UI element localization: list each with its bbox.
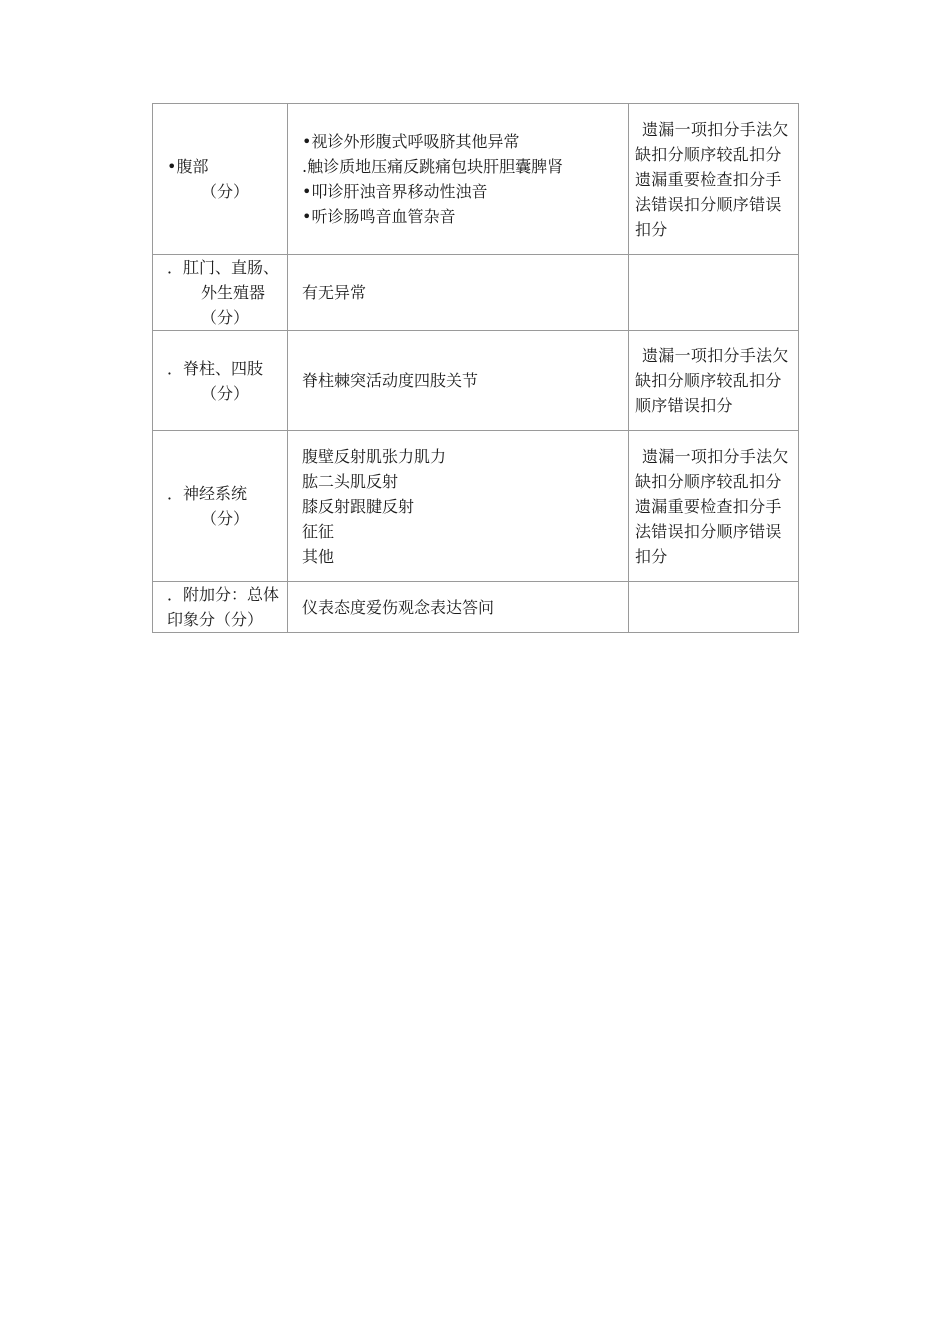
item-score: （分） — [201, 509, 250, 528]
content-cell — [288, 331, 629, 431]
item-cell — [153, 331, 288, 431]
content-line: 其他 — [302, 546, 335, 566]
criteria-cell — [629, 582, 799, 633]
content-cell — [288, 104, 629, 255]
criteria-text: 遗漏一项扣分手法欠缺扣分顺序较乱扣分遗漏重要检查扣分手法错误扣分顺序错误扣分 — [635, 119, 789, 239]
content-line: 膝反射跟腱反射 — [302, 496, 415, 516]
content-line: •叩诊肝浊音界移动性浊音 — [302, 182, 488, 201]
item-score: （分） — [201, 308, 250, 327]
criteria-text: 遗漏一项扣分手法欠缺扣分顺序较乱扣分遗漏重要检查扣分手法错误扣分顺序错误扣分 — [635, 446, 789, 566]
item-cell — [153, 104, 288, 255]
criteria-cell — [629, 331, 799, 431]
content-cell — [288, 582, 629, 633]
content-line: 腹壁反射肌张力肌力 — [302, 446, 447, 466]
item-cell — [153, 582, 288, 633]
item-label: 外生殖器 — [201, 283, 266, 302]
content-line: •视诊外形腹式呼吸脐其他异常 — [302, 132, 520, 151]
table-row — [153, 255, 799, 331]
content-line: 脊柱棘突活动度四肢关节 — [302, 371, 479, 390]
item-label: ．附加分：总体 — [167, 585, 280, 604]
table-row — [153, 331, 799, 431]
content-line: •听诊肠鸣音血管杂音 — [302, 207, 456, 226]
criteria-cell — [629, 431, 799, 582]
item-label: ．神经系统 — [167, 484, 248, 503]
item-label: ．脊柱、四肢 — [167, 358, 264, 378]
item-label: •腹部 — [167, 157, 209, 176]
content-line: 征征 — [302, 521, 335, 541]
item-cell — [153, 255, 288, 331]
content-cell — [288, 431, 629, 582]
content-line: 肱二头肌反射 — [302, 471, 399, 491]
table-row — [153, 104, 799, 255]
criteria-cell — [629, 104, 799, 255]
item-score: （分） — [201, 383, 250, 403]
item-label: 印象分（分） — [167, 610, 264, 629]
table-row — [153, 431, 799, 582]
exam-scoring-table — [152, 103, 799, 633]
criteria-text: 遗漏一项扣分手法欠缺扣分顺序较乱扣分顺序错误扣分 — [635, 346, 789, 415]
content-line: 有无异常 — [302, 283, 367, 302]
criteria-cell — [629, 255, 799, 331]
item-score: （分） — [201, 182, 250, 201]
content-line: .触诊质地压痛反跳痛包块肝胆囊脾肾 — [302, 157, 564, 176]
table-row — [153, 582, 799, 633]
item-cell — [153, 431, 288, 582]
item-label: ．肛门、直肠、 — [167, 258, 280, 277]
content-line: 仪表态度爱伤观念表达答问 — [302, 597, 495, 617]
content-cell — [288, 255, 629, 331]
